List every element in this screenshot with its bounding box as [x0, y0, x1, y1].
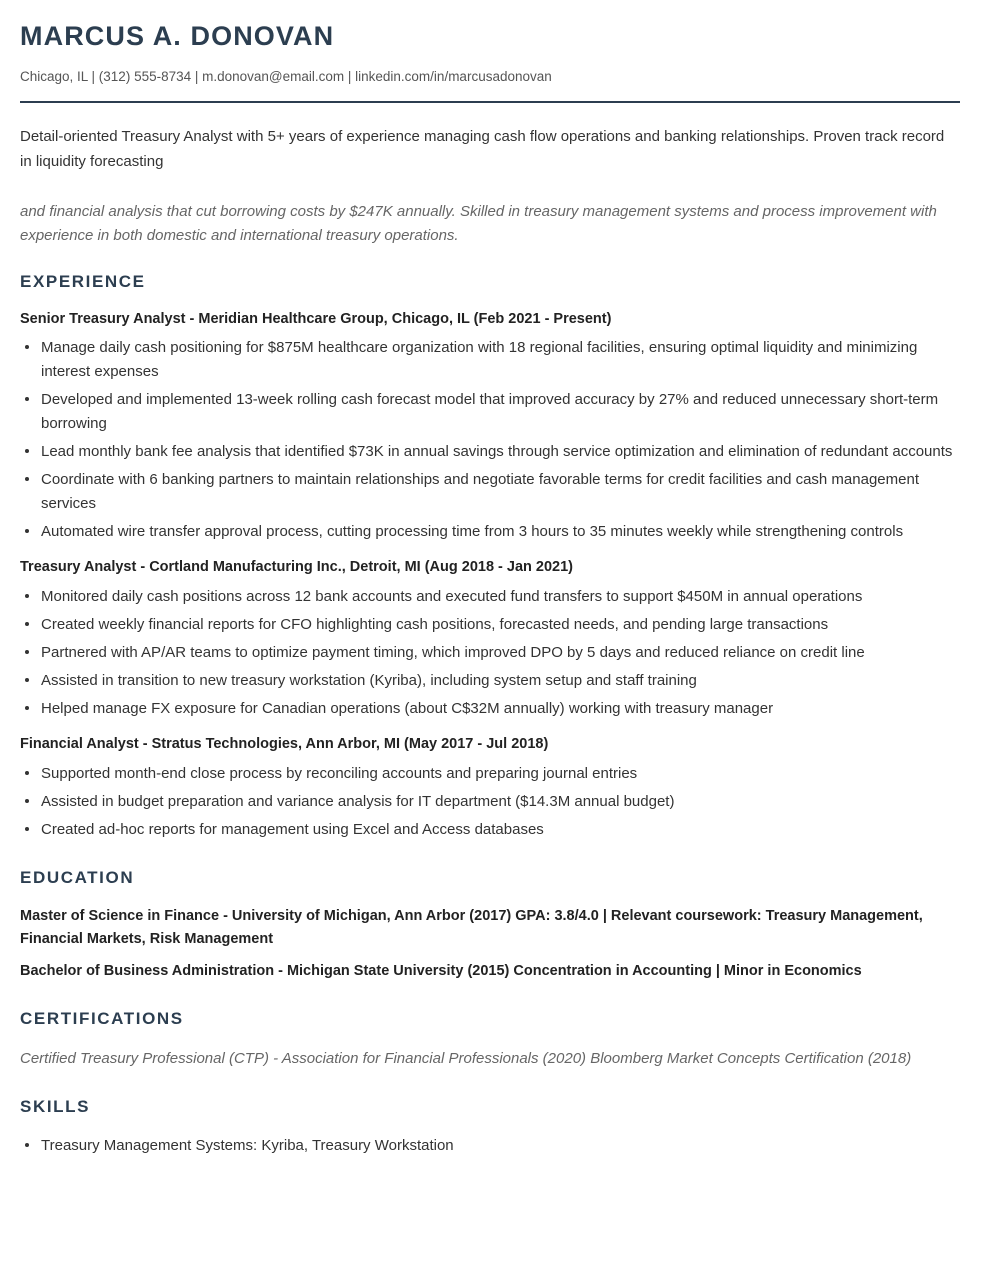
job-entry [20, 310, 960, 545]
job-bullet: Partnered with AP/AR teams to optimize payment timing, which improved DPO by 5 days and reduced reliance on credit line [20, 641, 960, 665]
section-heading-experience: EXPERIENCE [20, 272, 146, 292]
job-bullet: Assisted in transition to new treasury workstation (Kyriba), including system setup and staff training [20, 669, 960, 693]
skill-bullet: Treasury Management Systems: Kyriba, Treasury Workstation [20, 1134, 960, 1158]
candidate-name: MARCUS A. DONOVAN [20, 21, 335, 51]
section-certifications [20, 1009, 960, 1071]
education-entry: Bachelor of Business Administration - Michigan State University (2015) Concentration in Accounting | Minor in Economics [20, 962, 862, 979]
job-bullet-list [20, 585, 960, 721]
header-divider [20, 101, 960, 103]
job-bullet: Developed and implemented 13-week rolling cash forecast model that improved accuracy by 27% and reduced unnecessary short-term borrowing [20, 388, 960, 436]
job-bullet: Monitored daily cash positions across 12 bank accounts and executed fund transfers to support $450M in annual operations [20, 585, 960, 609]
contact-line: Chicago, IL | (312) 555-8734 | m.donovan@email.com | linkedin.com/in/marcusadonovan [20, 68, 552, 84]
section-skills [20, 1097, 960, 1158]
skills-bullet-list [20, 1134, 960, 1158]
section-education [20, 868, 960, 984]
job-bullet: Automated wire transfer approval process, cutting processing time from 3 hours to 35 minutes weekly while strengthening controls [20, 520, 960, 544]
job-entry [20, 735, 960, 842]
certifications-text: Certified Treasury Professional (CTP) - Association for Financial Professionals (2020) Bloomberg Market Concepts Certification (2018) [20, 1049, 912, 1067]
job-bullet: Lead monthly bank fee analysis that identified $73K in annual savings through service optimization and elimination of redundant accounts [20, 440, 960, 464]
section-experience [20, 272, 960, 841]
summary-paragraph-primary: Detail-oriented Treasury Analyst with 5+ years of experience managing cash flow operations and banking relationships. Proven track record in liquidity forecasting [20, 128, 945, 170]
section-heading-skills: SKILLS [20, 1097, 91, 1117]
job-title: Financial Analyst - Stratus Technologies, Ann Arbor, MI (May 2017 - Jul 2018) [20, 735, 549, 752]
job-bullet: Helped manage FX exposure for Canadian operations (about C$32M annually) working with treasury manager [20, 697, 960, 721]
job-bullet: Created ad-hoc reports for management using Excel and Access databases [20, 818, 960, 842]
job-entry [20, 558, 960, 721]
section-heading-education: EDUCATION [20, 867, 135, 887]
job-title: Senior Treasury Analyst - Meridian Healthcare Group, Chicago, IL (Feb 2021 - Present) [20, 310, 612, 327]
job-bullet: Manage daily cash positioning for $875M healthcare organization with 18 regional facilities, ensuring optimal liquidity and minimizing interest expenses [20, 336, 960, 384]
education-entry: Master of Science in Finance - University of Michigan, Ann Arbor (2017) GPA: 3.8/4.0 | Relevant coursework: Treasury Management, Financial Markets, Risk Management [20, 907, 923, 948]
job-bullet: Supported month-end close process by reconciling accounts and preparing journal entries [20, 762, 960, 786]
job-title: Treasury Analyst - Cortland Manufacturing Inc., Detroit, MI (Aug 2018 - Jan 2021) [20, 559, 573, 576]
summary-paragraph-secondary: and financial analysis that cut borrowing costs by $247K annually. Skilled in treasury management systems and process improvement with experience in both domestic and international treasury operations. [20, 202, 937, 245]
job-bullet: Assisted in budget preparation and variance analysis for IT department ($14.3M annual budget) [20, 790, 960, 814]
job-bullet: Coordinate with 6 banking partners to maintain relationships and negotiate favorable terms for credit facilities and cash management services [20, 468, 960, 516]
section-heading-certifications: CERTIFICATIONS [20, 1009, 184, 1029]
job-bullet-list [20, 336, 960, 544]
job-bullet: Created weekly financial reports for CFO highlighting cash positions, forecasted needs, and pending large transactions [20, 613, 960, 637]
job-bullet-list [20, 762, 960, 842]
